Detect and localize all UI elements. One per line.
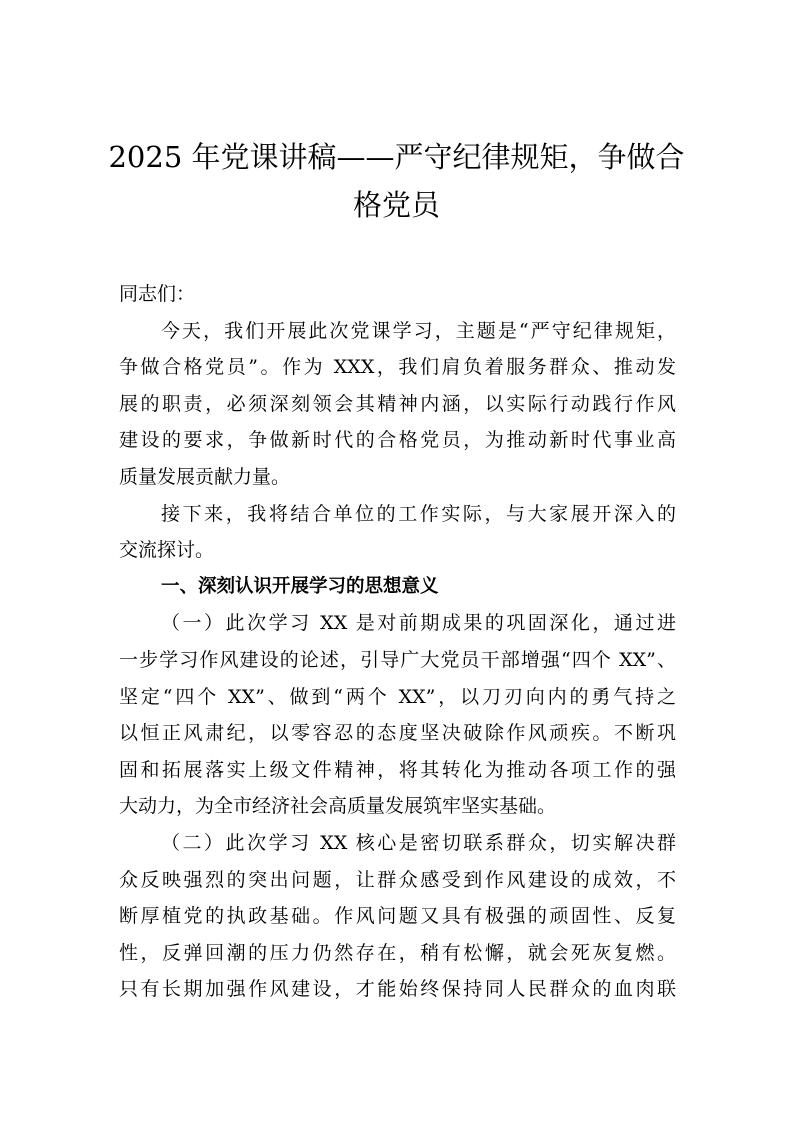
paragraph-line: 接下来，我将结合单位的工作实际，与大家展开深入的 — [161, 502, 676, 525]
paragraph-line: 展的职责，必须深刻领会其精神内涵，以实际行动践行作风 — [119, 392, 676, 415]
section-heading: 一、深刻认识开展学习的思想意义 — [161, 575, 439, 597]
paragraph-line: 固和拓展落实上级文件精神，将其转化为推动各项工作的强 — [119, 758, 676, 781]
salutation: 同志们： — [119, 283, 196, 305]
paragraph-line: 交流探讨。 — [119, 539, 215, 562]
document-title — [100, 133, 693, 229]
document-body — [119, 276, 676, 1008]
paragraph-line: 众反映强烈的突出问题，让群众感受到作风建设的成效，不 — [119, 868, 676, 891]
paragraph-line: 一步学习作风建设的论述，引导广大党员干部增强“四个 XX”、 — [119, 648, 676, 671]
title-line-1: 2025 年党课讲稿——严守纪律规矩，争做合 — [108, 140, 685, 174]
paragraph-line: 争做合格党员”。作为 XXX，我们肩负着服务群众、推动发 — [119, 356, 676, 379]
paragraph-line: 以恒正风肃纪，以零容忍的态度坚决破除作风顽疾。不断巩 — [119, 722, 676, 745]
title-line-2: 格党员 — [352, 188, 440, 222]
paragraph-line: （一）此次学习 XX 是对前期成果的巩固深化，通过进 — [161, 612, 676, 635]
paragraph-line: 今天，我们开展此次党课学习，主题是“严守纪律规矩， — [161, 319, 676, 342]
paragraph-line: 大动力，为全市经济社会高质量发展筑牢坚实基础。 — [119, 795, 557, 818]
paragraph-line: 质量发展贡献力量。 — [119, 465, 291, 488]
paragraph-line: 只有长期加强作风建设，才能始终保持同人民群众的血肉联 — [119, 978, 676, 1001]
paragraph-line: 建设的要求，争做新时代的合格党员，为推动新时代事业高 — [119, 429, 676, 452]
paragraph-line: 坚定“四个 XX”、做到“两个 XX”，以刀刃向内的勇气持之 — [119, 685, 676, 708]
paragraph-line: 性，反弹回潮的压力仍然存在，稍有松懈，就会死灰复燃。 — [119, 941, 676, 964]
paragraph-line: 断厚植党的执政基础。作风问题又具有极强的顽固性、反复 — [119, 905, 676, 928]
paragraph-line: （二）此次学习 XX 核心是密切联系群众，切实解决群 — [161, 831, 676, 854]
